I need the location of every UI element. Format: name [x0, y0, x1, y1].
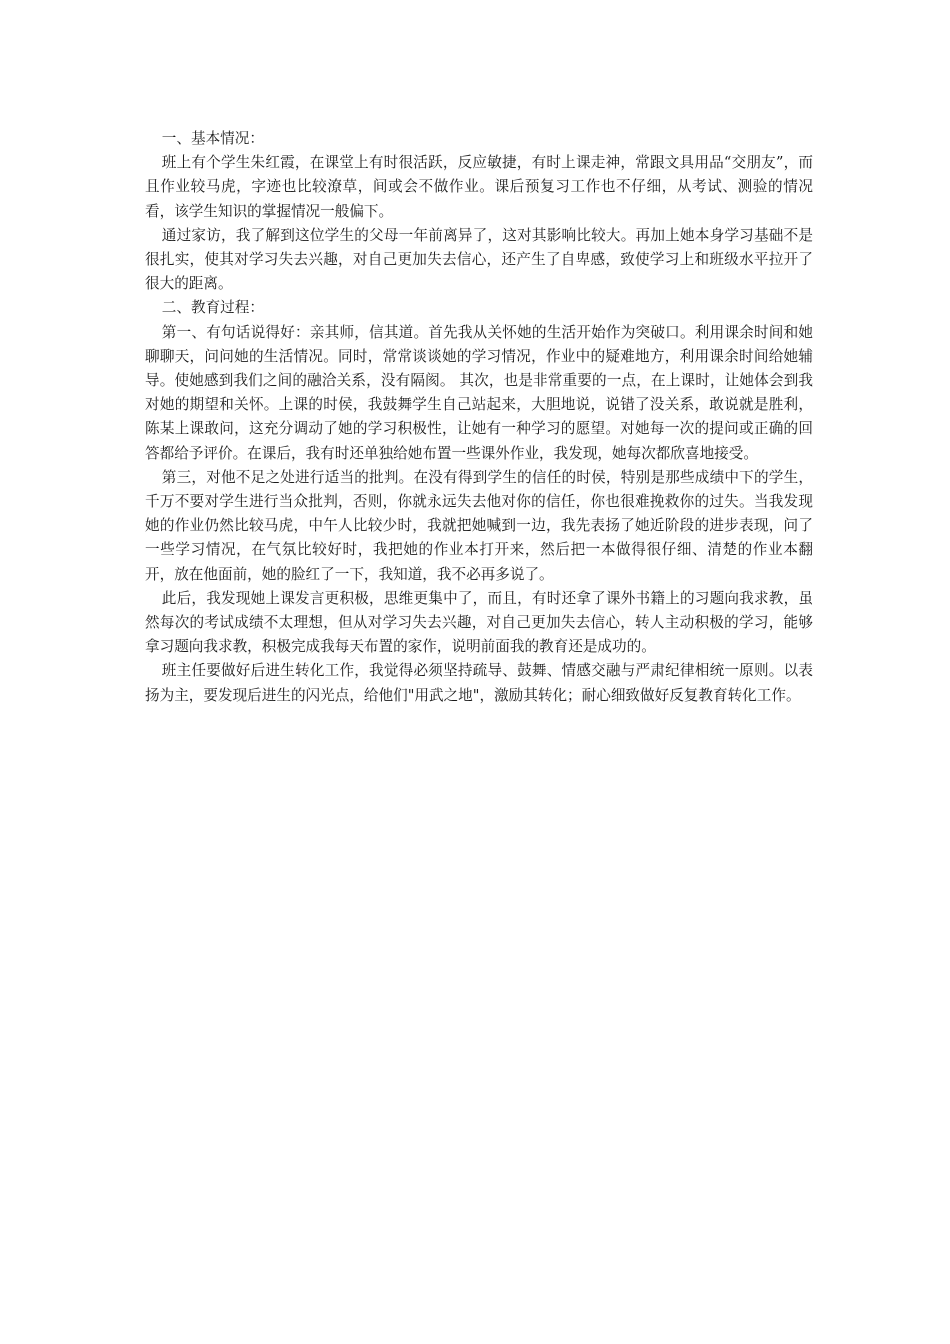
section-heading-basic-info: 一、基本情况： — [161, 130, 264, 147]
paragraph-first-step: 第一、有句话说得好：亲其师，信其道。首先我从关怀她的生活开始作为突破口。利用课余时间和她聊聊天，问问她的生活情况。同时，常常谈谈她的学习情况，作业中的疑难地方，利用课余时间给她辅导。使她感到我们之间的融洽关系，没有隔阂。 其次，也是非常重要的一点，在上课时，让她体会到我对她的期望和关怀。上课的时侯，我鼓舞学生自己站起来，大胆地说，说错了没关系，敢说就是胜利，陈某上课敢问，这充分调动了她的学习积极性，让她有一种学习的愿望。对她每一次的提问或正确的回答都给予评价。在课后，我有时还单独给她布置一些课外作业，我发现，她每次都欣喜地接受。 — [145, 323, 813, 462]
section-heading-education-process: 二、教育过程： — [161, 299, 264, 317]
paragraph-third-step: 第三，对他不足之处进行适当的批判。在没有得到学生的信任的时侯，特别是那些成绩中下的学生，千万不要对学生进行当众批判，否则，你就永远失去他对你的信任，你也很难挽救你的过失。当我发现她的作业仍然比较马虎，中午人比较少时，我就把她喊到一边，我先表扬了她近阶段的进步表现，问了一些学习情况，在气氛比较好时，我把她的作业本打开来，然后把一本做得很仔细、清楚的作业本翻开，放在他面前，她的脸红了一下，我知道，我不必再多说了。 — [145, 468, 813, 583]
paragraph-student-description: 班上有个学生朱红霞，在课堂上有时很活跃，反应敏捷，有时上课走神，常跟文具用品“交朋友”，而且作业较马虎，字迹也比较潦草，间或会不做作业。课后预复习工作也不仔细，从考试、测验的情况看，该学生知识的掌握情况一般偏下。 — [145, 154, 813, 220]
paragraph-home-visit: 通过家访，我了解到这位学生的父母一年前离异了，这对其影响比较大。再加上她本身学习基础不是很扎实，使其对学习失去兴趣，对自己更加失去信心，还产生了自卑感，致使学习上和班级水平拉开了很大的距离。 — [145, 226, 813, 293]
document-page — [145, 127, 813, 708]
paragraph-afterwards: 此后，我发现她上课发言更积极，思维更集中了，而且，有时还拿了课外书籍上的习题向我求教，虽然每次的考试成绩不太理想，但从对学习失去兴趣，对自己更加失去信心，转人主动积极的学习，能够拿习题向我求教，积极完成我每天布置的家作，说明前面我的教育还是成功的。 — [145, 589, 813, 656]
paragraph-conclusion: 班主任要做好后进生转化工作，我觉得必须坚持疏导、鼓舞、情感交融与严肃纪律相统一原则。以表扬为主，要发现后进生的闪光点，给他们"用武之地"，激励其转化；耐心细致做好反复教育转化工作。 — [145, 662, 813, 704]
